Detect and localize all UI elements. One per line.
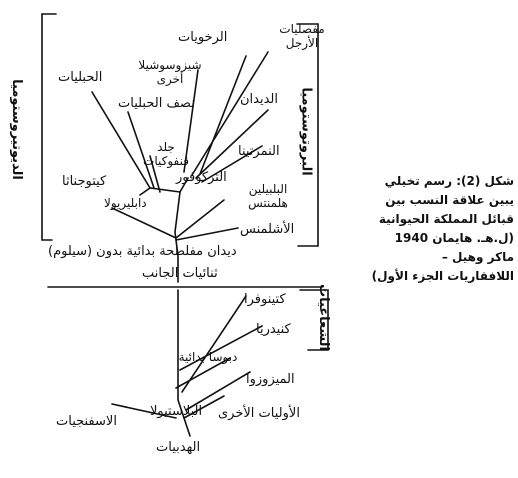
node-sponges: الاسفنجيات	[56, 414, 117, 429]
figure-caption	[336, 172, 514, 286]
caption-line-2: يبين علاقة النسب بين	[385, 193, 514, 207]
node-onychophora: شيزوسوشيلا أخرى	[138, 58, 202, 86]
node-aschelminthes: الأشلمنس	[240, 222, 295, 237]
node-mesozoa: الميزوزوا	[246, 372, 295, 387]
node-arthropods: مفصليات الأرجل	[279, 22, 325, 50]
caption-line-6: اللافقاريات الجزء الأول)	[371, 269, 514, 283]
node-trochophore: التركوفور	[176, 170, 227, 185]
node-placula: البلاستيولا	[150, 404, 203, 419]
node-hemichordates: نصف الحبليات	[118, 96, 195, 111]
node-chaetognatha: كيتوجناثا	[62, 174, 107, 189]
node-other-protozoa: الأوليات الأخرى	[218, 406, 300, 421]
group-label-protostomia: البروتوستوميا	[298, 87, 314, 176]
group-label-radiata: الشعاعيات	[315, 284, 331, 351]
node-proto-coelenterates: دبوسا بدائية	[178, 350, 238, 364]
node-ctenophora: كتينوفرا	[244, 292, 286, 307]
node-lophophorates: البلبيلين هلمنتس	[248, 182, 288, 210]
node-mollusks: الرخويات	[178, 30, 228, 45]
node-chordates: الحبليات	[58, 70, 103, 85]
node-echinoderms: جلد قنفوكيات	[143, 140, 189, 168]
caption-line-5: ماكر وهيل –	[441, 250, 514, 264]
group-label-bilateria: ثنائيات الجانب	[142, 266, 218, 281]
node-cnidaria: كنيدريا	[256, 322, 291, 337]
left-bracket	[42, 14, 56, 240]
node-flagellates: الهدبيات	[156, 440, 201, 455]
caption-line-1: شكل (2): رسم تخيلي	[384, 174, 514, 188]
group-label-deuterostomia: الديوتيروستوميا	[8, 79, 24, 180]
node-flatworms: ديدان مفلطحة بدائية بدون (سيلوم)	[48, 244, 237, 259]
node-annelids: الديدان	[240, 92, 278, 107]
caption-line-3: قبائل المملكة الحيوانية	[378, 212, 514, 226]
node-pogonophora: دابليريولا	[104, 196, 147, 210]
caption-line-4: (ل.هـ. هايمان 1940	[394, 231, 514, 245]
node-nemerteans: النمرتينا	[238, 144, 280, 159]
